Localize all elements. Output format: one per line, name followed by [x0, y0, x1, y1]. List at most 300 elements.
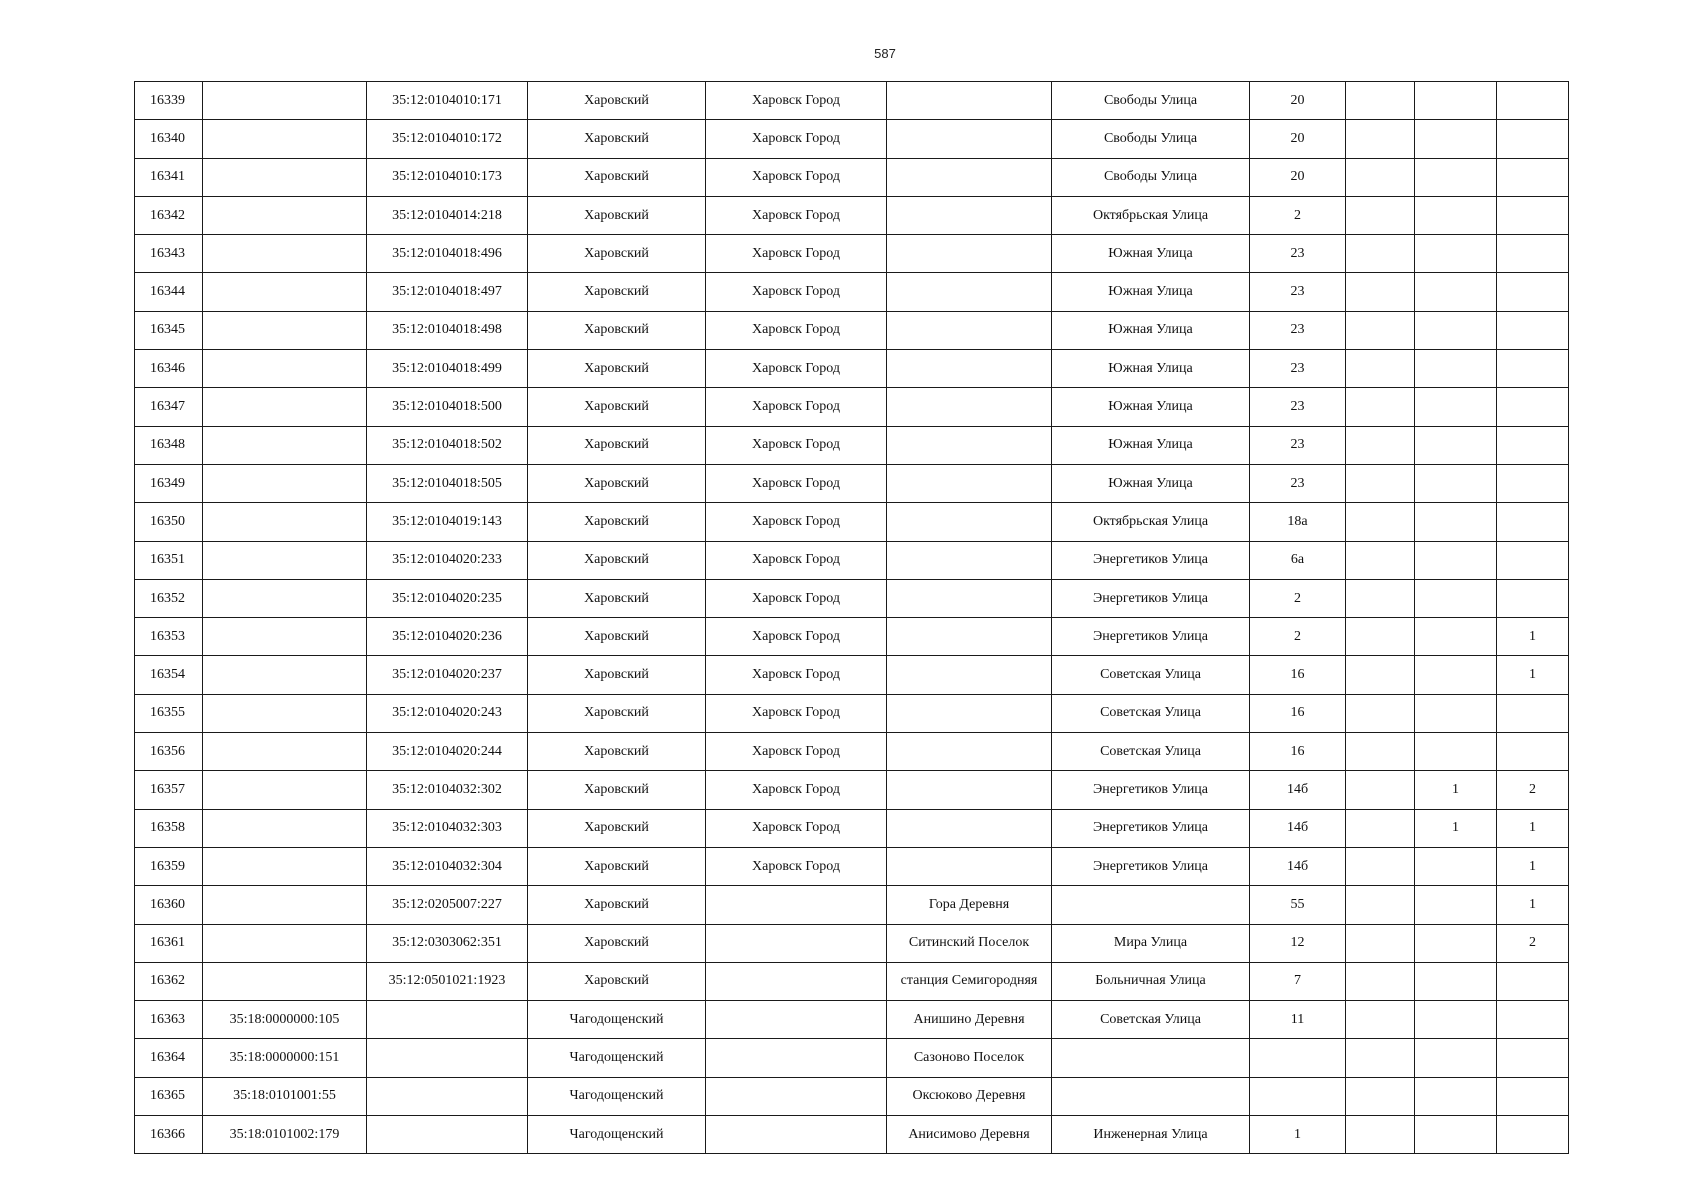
cell-extra-col-1: [1346, 771, 1415, 809]
cell-district: Чагодощенский: [528, 1039, 706, 1077]
cell-cadastral-number-b: 35:12:0303062:351: [367, 924, 528, 962]
cell-extra-col-2: [1415, 503, 1497, 541]
cell-street: Энергетиков Улица: [1052, 618, 1250, 656]
cell-district: Харовский: [528, 847, 706, 885]
cell-cadastral-number-a: [203, 426, 367, 464]
cell-city: Харовск Город: [706, 541, 887, 579]
table-row: [135, 426, 1569, 464]
cell-row-number: 16350: [135, 503, 203, 541]
cell-extra-col-2: [1415, 1077, 1497, 1115]
cell-extra-col-1: [1346, 120, 1415, 158]
cell-extra-col-1: [1346, 809, 1415, 847]
cell-street: Энергетиков Улица: [1052, 541, 1250, 579]
cell-extra-col-3: [1497, 273, 1569, 311]
cell-settlement: [887, 694, 1052, 732]
cell-row-number: 16357: [135, 771, 203, 809]
cell-city: Харовск Город: [706, 618, 887, 656]
cell-street: [1052, 886, 1250, 924]
cell-street: Южная Улица: [1052, 273, 1250, 311]
cell-district: Харовский: [528, 503, 706, 541]
cell-extra-col-1: [1346, 962, 1415, 1000]
cell-house-number: 18а: [1250, 503, 1346, 541]
cell-street: Инженерная Улица: [1052, 1116, 1250, 1154]
cell-extra-col-2: [1415, 82, 1497, 120]
table-row: [135, 235, 1569, 273]
cell-extra-col-3: [1497, 82, 1569, 120]
cell-city: Харовск Город: [706, 809, 887, 847]
cell-cadastral-number-b: 35:12:0104020:236: [367, 618, 528, 656]
cell-city: Харовск Город: [706, 847, 887, 885]
cell-extra-col-2: [1415, 1001, 1497, 1039]
cell-cadastral-number-a: [203, 120, 367, 158]
table-row: [135, 350, 1569, 388]
cell-city: [706, 886, 887, 924]
cell-settlement: Гора Деревня: [887, 886, 1052, 924]
cell-cadastral-number-b: [367, 1077, 528, 1115]
table-row: [135, 809, 1569, 847]
cell-row-number: 16356: [135, 733, 203, 771]
cell-city: Харовск Город: [706, 311, 887, 349]
cell-settlement: [887, 82, 1052, 120]
cell-settlement: Оксюково Деревня: [887, 1077, 1052, 1115]
cell-row-number: 16351: [135, 541, 203, 579]
cell-extra-col-3: [1497, 120, 1569, 158]
cell-city: Харовск Город: [706, 388, 887, 426]
cell-extra-col-1: [1346, 388, 1415, 426]
cell-house-number: 11: [1250, 1001, 1346, 1039]
cell-district: Харовский: [528, 579, 706, 617]
cell-extra-col-3: [1497, 541, 1569, 579]
cell-extra-col-2: [1415, 733, 1497, 771]
cell-extra-col-1: [1346, 82, 1415, 120]
cell-extra-col-3: [1497, 1116, 1569, 1154]
cell-settlement: [887, 503, 1052, 541]
table-row: [135, 311, 1569, 349]
registry-table: [134, 81, 1569, 1154]
cell-extra-col-3: [1497, 962, 1569, 1000]
cell-settlement: [887, 196, 1052, 234]
cell-extra-col-2: [1415, 464, 1497, 502]
cell-city: Харовск Город: [706, 196, 887, 234]
table-row: [135, 1077, 1569, 1115]
cell-city: Харовск Город: [706, 579, 887, 617]
cell-row-number: 16364: [135, 1039, 203, 1077]
cell-street: Энергетиков Улица: [1052, 579, 1250, 617]
cell-row-number: 16341: [135, 158, 203, 196]
cell-cadastral-number-b: [367, 1116, 528, 1154]
table-row: [135, 847, 1569, 885]
cell-house-number: 20: [1250, 120, 1346, 158]
cell-district: Харовский: [528, 694, 706, 732]
table-row: [135, 82, 1569, 120]
cell-extra-col-2: [1415, 886, 1497, 924]
cell-extra-col-2: [1415, 962, 1497, 1000]
cell-street: Энергетиков Улица: [1052, 847, 1250, 885]
cell-street: Свободы Улица: [1052, 82, 1250, 120]
cell-cadastral-number-b: 35:12:0205007:227: [367, 886, 528, 924]
cell-extra-col-1: [1346, 235, 1415, 273]
cell-row-number: 16355: [135, 694, 203, 732]
cell-extra-col-1: [1346, 924, 1415, 962]
cell-district: Харовский: [528, 311, 706, 349]
cell-district: Харовский: [528, 426, 706, 464]
cell-cadastral-number-a: [203, 771, 367, 809]
cell-cadastral-number-a: [203, 350, 367, 388]
cell-extra-col-2: [1415, 196, 1497, 234]
cell-extra-col-2: [1415, 426, 1497, 464]
cell-extra-col-1: [1346, 847, 1415, 885]
cell-extra-col-1: [1346, 1077, 1415, 1115]
cell-district: Харовский: [528, 464, 706, 502]
cell-cadastral-number-b: 35:12:0104020:233: [367, 541, 528, 579]
cell-district: Харовский: [528, 350, 706, 388]
cell-settlement: [887, 350, 1052, 388]
table-row: [135, 886, 1569, 924]
cell-cadastral-number-a: [203, 924, 367, 962]
cell-extra-col-2: [1415, 924, 1497, 962]
cell-row-number: 16340: [135, 120, 203, 158]
cell-cadastral-number-a: [203, 388, 367, 426]
cell-row-number: 16353: [135, 618, 203, 656]
cell-street: Мира Улица: [1052, 924, 1250, 962]
cell-house-number: 55: [1250, 886, 1346, 924]
cell-extra-col-2: [1415, 158, 1497, 196]
cell-extra-col-2: [1415, 618, 1497, 656]
table-row: [135, 694, 1569, 732]
cell-house-number: 1: [1250, 1116, 1346, 1154]
cell-extra-col-1: [1346, 426, 1415, 464]
cell-city: Харовск Город: [706, 82, 887, 120]
cell-cadastral-number-a: [203, 311, 367, 349]
cell-extra-col-2: 1: [1415, 771, 1497, 809]
cell-extra-col-1: [1346, 694, 1415, 732]
cell-row-number: 16354: [135, 656, 203, 694]
cell-extra-col-1: [1346, 579, 1415, 617]
cell-district: Чагодощенский: [528, 1077, 706, 1115]
cell-settlement: [887, 541, 1052, 579]
cell-cadastral-number-b: 35:12:0104019:143: [367, 503, 528, 541]
cell-extra-col-1: [1346, 273, 1415, 311]
cell-district: Харовский: [528, 196, 706, 234]
table-row: [135, 273, 1569, 311]
cell-street: Южная Улица: [1052, 426, 1250, 464]
cell-street: [1052, 1077, 1250, 1115]
cell-cadastral-number-b: 35:12:0104032:302: [367, 771, 528, 809]
cell-extra-col-1: [1346, 196, 1415, 234]
cell-city: [706, 1001, 887, 1039]
cell-street: Советская Улица: [1052, 656, 1250, 694]
cell-city: Харовск Город: [706, 503, 887, 541]
cell-extra-col-1: [1346, 1116, 1415, 1154]
cell-extra-col-1: [1346, 1039, 1415, 1077]
cell-extra-col-1: [1346, 311, 1415, 349]
cell-district: Харовский: [528, 962, 706, 1000]
table-row: [135, 120, 1569, 158]
table-row: [135, 733, 1569, 771]
cell-cadastral-number-b: 35:12:0104010:173: [367, 158, 528, 196]
cell-extra-col-3: [1497, 464, 1569, 502]
cell-house-number: 20: [1250, 82, 1346, 120]
cell-district: Харовский: [528, 656, 706, 694]
cell-district: Харовский: [528, 886, 706, 924]
cell-extra-col-2: [1415, 1116, 1497, 1154]
cell-extra-col-1: [1346, 886, 1415, 924]
cell-house-number: 2: [1250, 579, 1346, 617]
cell-house-number: 23: [1250, 311, 1346, 349]
cell-extra-col-2: [1415, 350, 1497, 388]
cell-cadastral-number-b: 35:12:0104018:498: [367, 311, 528, 349]
cell-cadastral-number-b: 35:12:0104018:502: [367, 426, 528, 464]
cell-district: Харовский: [528, 158, 706, 196]
cell-row-number: 16347: [135, 388, 203, 426]
cell-street: Энергетиков Улица: [1052, 809, 1250, 847]
cell-row-number: 16339: [135, 82, 203, 120]
cell-house-number: 2: [1250, 618, 1346, 656]
cell-cadastral-number-a: [203, 158, 367, 196]
cell-extra-col-3: 1: [1497, 847, 1569, 885]
cell-city: [706, 1077, 887, 1115]
cell-settlement: [887, 311, 1052, 349]
table-row: [135, 656, 1569, 694]
cell-district: Харовский: [528, 235, 706, 273]
cell-extra-col-2: [1415, 694, 1497, 732]
cell-settlement: Ситинский Поселок: [887, 924, 1052, 962]
cell-district: Харовский: [528, 541, 706, 579]
cell-city: Харовск Город: [706, 771, 887, 809]
cell-city: [706, 1039, 887, 1077]
cell-district: Харовский: [528, 618, 706, 656]
cell-cadastral-number-b: [367, 1001, 528, 1039]
cell-cadastral-number-a: [203, 196, 367, 234]
table-row: [135, 464, 1569, 502]
cell-row-number: 16365: [135, 1077, 203, 1115]
cell-extra-col-2: [1415, 273, 1497, 311]
cell-extra-col-2: [1415, 311, 1497, 349]
cell-city: Харовск Город: [706, 273, 887, 311]
cell-city: Харовск Город: [706, 694, 887, 732]
cell-row-number: 16362: [135, 962, 203, 1000]
cell-row-number: 16360: [135, 886, 203, 924]
cell-house-number: 23: [1250, 350, 1346, 388]
cell-extra-col-1: [1346, 541, 1415, 579]
cell-house-number: 16: [1250, 733, 1346, 771]
cell-extra-col-1: [1346, 158, 1415, 196]
cell-house-number: 20: [1250, 158, 1346, 196]
cell-house-number: 2: [1250, 196, 1346, 234]
cell-cadastral-number-b: 35:12:0104020:244: [367, 733, 528, 771]
cell-cadastral-number-a: [203, 886, 367, 924]
cell-settlement: [887, 809, 1052, 847]
cell-street: Октябрьская Улица: [1052, 196, 1250, 234]
cell-extra-col-2: 1: [1415, 809, 1497, 847]
cell-street: Южная Улица: [1052, 464, 1250, 502]
cell-extra-col-3: 1: [1497, 886, 1569, 924]
cell-row-number: 16363: [135, 1001, 203, 1039]
cell-row-number: 16344: [135, 273, 203, 311]
cell-city: [706, 1116, 887, 1154]
cell-street: Больничная Улица: [1052, 962, 1250, 1000]
cell-settlement: Сазоново Поселок: [887, 1039, 1052, 1077]
cell-extra-col-3: [1497, 1077, 1569, 1115]
table-row: [135, 771, 1569, 809]
cell-row-number: 16343: [135, 235, 203, 273]
cell-extra-col-3: [1497, 694, 1569, 732]
cell-extra-col-3: 2: [1497, 924, 1569, 962]
cell-cadastral-number-a: 35:18:0000000:151: [203, 1039, 367, 1077]
cell-extra-col-2: [1415, 579, 1497, 617]
cell-row-number: 16345: [135, 311, 203, 349]
table-row: [135, 158, 1569, 196]
cell-row-number: 16342: [135, 196, 203, 234]
cell-cadastral-number-b: 35:12:0104010:172: [367, 120, 528, 158]
cell-extra-col-1: [1346, 464, 1415, 502]
cell-row-number: 16346: [135, 350, 203, 388]
cell-house-number: [1250, 1039, 1346, 1077]
cell-cadastral-number-a: [203, 235, 367, 273]
table-row: [135, 541, 1569, 579]
cell-street: Свободы Улица: [1052, 120, 1250, 158]
cell-cadastral-number-a: [203, 579, 367, 617]
cell-row-number: 16366: [135, 1116, 203, 1154]
cell-city: Харовск Город: [706, 426, 887, 464]
cell-house-number: 14б: [1250, 809, 1346, 847]
cell-district: Харовский: [528, 809, 706, 847]
cell-house-number: 14б: [1250, 771, 1346, 809]
cell-cadastral-number-b: 35:12:0104020:235: [367, 579, 528, 617]
page-number: 587: [874, 46, 896, 61]
cell-city: Харовск Город: [706, 733, 887, 771]
cell-cadastral-number-a: [203, 962, 367, 1000]
table-row: [135, 618, 1569, 656]
cell-cadastral-number-a: [203, 809, 367, 847]
cell-cadastral-number-b: 35:12:0104032:303: [367, 809, 528, 847]
cell-cadastral-number-a: 35:18:0000000:105: [203, 1001, 367, 1039]
cell-district: Харовский: [528, 733, 706, 771]
cell-settlement: [887, 733, 1052, 771]
cell-house-number: 6а: [1250, 541, 1346, 579]
cell-settlement: [887, 388, 1052, 426]
cell-extra-col-3: 1: [1497, 618, 1569, 656]
cell-street: Свободы Улица: [1052, 158, 1250, 196]
cell-cadastral-number-a: [203, 847, 367, 885]
cell-cadastral-number-b: 35:12:0104032:304: [367, 847, 528, 885]
cell-extra-col-1: [1346, 618, 1415, 656]
cell-cadastral-number-b: 35:12:0104018:499: [367, 350, 528, 388]
cell-extra-col-3: [1497, 579, 1569, 617]
cell-extra-col-3: 1: [1497, 809, 1569, 847]
cell-city: Харовск Город: [706, 350, 887, 388]
cell-street: Южная Улица: [1052, 311, 1250, 349]
cell-house-number: 12: [1250, 924, 1346, 962]
cell-cadastral-number-b: 35:12:0104018:500: [367, 388, 528, 426]
cell-cadastral-number-a: [203, 618, 367, 656]
cell-settlement: [887, 235, 1052, 273]
cell-settlement: [887, 120, 1052, 158]
cell-extra-col-3: [1497, 503, 1569, 541]
cell-row-number: 16348: [135, 426, 203, 464]
cell-settlement: [887, 579, 1052, 617]
cell-district: Харовский: [528, 82, 706, 120]
cell-extra-col-3: [1497, 733, 1569, 771]
cell-extra-col-3: [1497, 311, 1569, 349]
registry-body: [135, 82, 1569, 1154]
cell-settlement: [887, 656, 1052, 694]
cell-city: [706, 924, 887, 962]
cell-house-number: [1250, 1077, 1346, 1115]
cell-settlement: станция Семигородняя: [887, 962, 1052, 1000]
cell-settlement: Анишино Деревня: [887, 1001, 1052, 1039]
cell-cadastral-number-b: 35:12:0104020:237: [367, 656, 528, 694]
cell-extra-col-3: 2: [1497, 771, 1569, 809]
cell-extra-col-2: [1415, 541, 1497, 579]
cell-settlement: [887, 847, 1052, 885]
cell-extra-col-1: [1346, 350, 1415, 388]
cell-cadastral-number-a: [203, 464, 367, 502]
cell-row-number: 16358: [135, 809, 203, 847]
cell-house-number: 16: [1250, 694, 1346, 732]
cell-cadastral-number-b: 35:12:0104010:171: [367, 82, 528, 120]
cell-cadastral-number-a: [203, 273, 367, 311]
cell-cadastral-number-a: [203, 82, 367, 120]
cell-cadastral-number-b: 35:12:0104018:496: [367, 235, 528, 273]
table-row: [135, 962, 1569, 1000]
cell-extra-col-1: [1346, 733, 1415, 771]
cell-extra-col-3: [1497, 388, 1569, 426]
table-row: [135, 579, 1569, 617]
cell-house-number: 7: [1250, 962, 1346, 1000]
cell-cadastral-number-b: 35:12:0104018:505: [367, 464, 528, 502]
cell-district: Харовский: [528, 771, 706, 809]
cell-city: Харовск Город: [706, 656, 887, 694]
cell-district: Харовский: [528, 388, 706, 426]
cell-cadastral-number-a: 35:18:0101002:179: [203, 1116, 367, 1154]
cell-extra-col-3: [1497, 235, 1569, 273]
cell-cadastral-number-a: [203, 694, 367, 732]
table-row: [135, 1039, 1569, 1077]
cell-district: Чагодощенский: [528, 1116, 706, 1154]
cell-house-number: 23: [1250, 388, 1346, 426]
table-row: [135, 1001, 1569, 1039]
cell-extra-col-3: [1497, 158, 1569, 196]
cell-extra-col-2: [1415, 388, 1497, 426]
cell-row-number: 16361: [135, 924, 203, 962]
cell-house-number: 16: [1250, 656, 1346, 694]
cell-cadastral-number-a: [203, 541, 367, 579]
cell-settlement: [887, 618, 1052, 656]
cell-district: Харовский: [528, 924, 706, 962]
cell-street: Южная Улица: [1052, 235, 1250, 273]
cell-settlement: [887, 464, 1052, 502]
cell-extra-col-2: [1415, 656, 1497, 694]
cell-extra-col-2: [1415, 120, 1497, 158]
cell-extra-col-1: [1346, 1001, 1415, 1039]
cell-row-number: 16349: [135, 464, 203, 502]
cell-settlement: [887, 158, 1052, 196]
table-row: [135, 196, 1569, 234]
cell-street: Южная Улица: [1052, 350, 1250, 388]
cell-extra-col-1: [1346, 656, 1415, 694]
cell-district: Харовский: [528, 273, 706, 311]
cell-house-number: 23: [1250, 235, 1346, 273]
cell-house-number: 14б: [1250, 847, 1346, 885]
cell-extra-col-3: [1497, 350, 1569, 388]
cell-house-number: 23: [1250, 273, 1346, 311]
cell-row-number: 16359: [135, 847, 203, 885]
table-row: [135, 503, 1569, 541]
cell-settlement: [887, 426, 1052, 464]
cell-extra-col-3: [1497, 196, 1569, 234]
cell-district: Чагодощенский: [528, 1001, 706, 1039]
